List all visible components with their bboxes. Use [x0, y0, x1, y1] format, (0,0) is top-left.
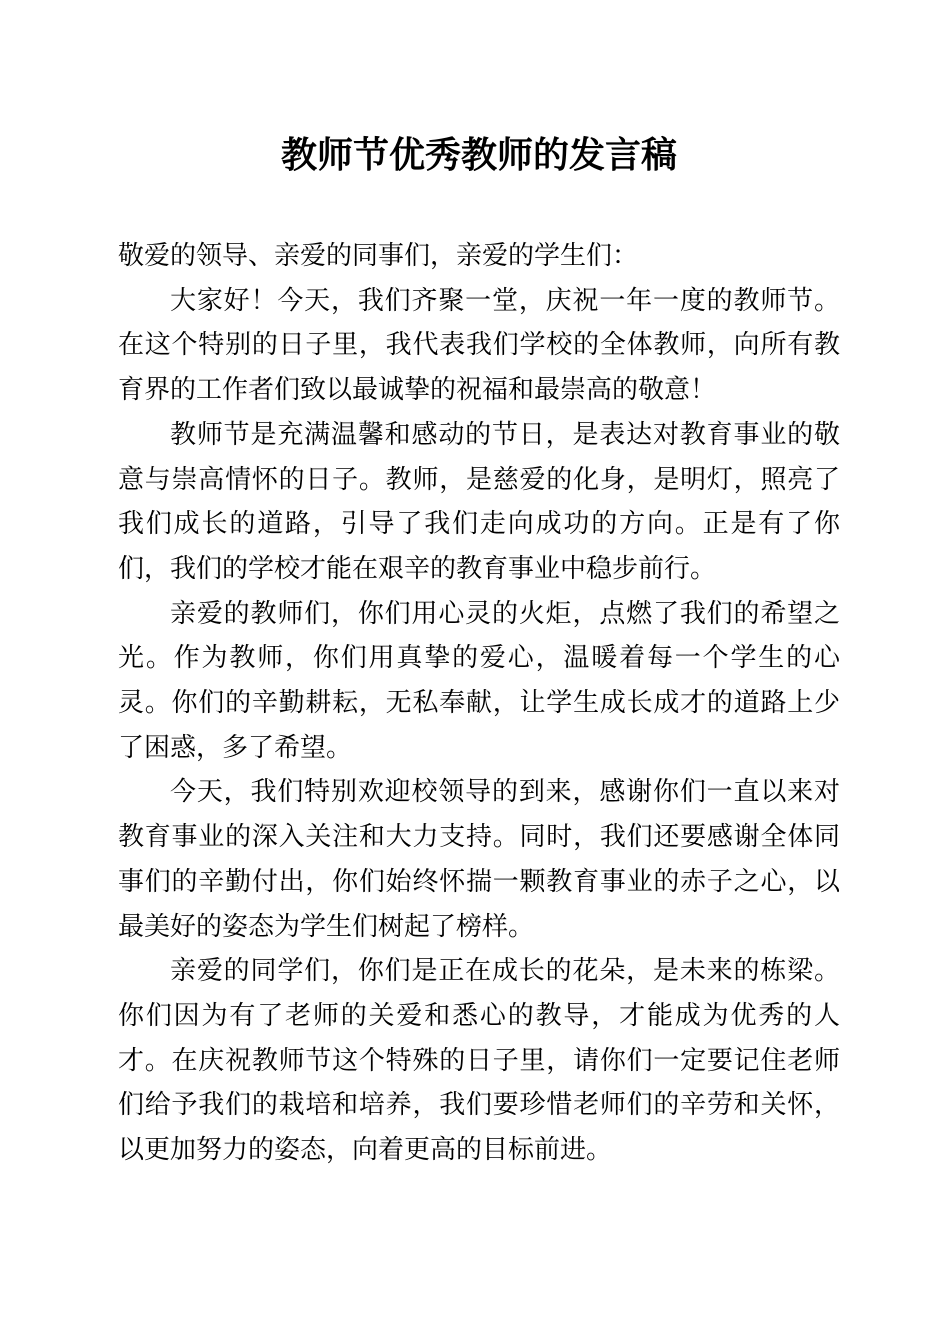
paragraph: 亲爱的教师们，你们用心灵的火炬，点燃了我们的希望之光。作为教师，你们用真挚的爱心，温暖着每一个学生的心灵。你们的辛勤耕耘，无私奉献，让学生成长成才的道路上少了困惑，多了希望。 [118, 598, 840, 762]
paragraph: 教师节是充满温馨和感动的节日，是表达对教育事业的敬意与崇高情怀的日子。教师，是慈爱的化身，是明灯，照亮了我们成长的道路，引导了我们走向成功的方向。正是有了你们，我们的学校才能在艰辛的教育事业中稳步前行。 [118, 419, 840, 583]
document-title: 教师节优秀教师的发言稿 [280, 135, 677, 175]
document-content [118, 0, 840, 1173]
paragraph: 大家好！今天，我们齐聚一堂，庆祝一年一度的教师节。在这个特别的日子里，我代表我们学校的全体教师，向所有教育界的工作者们致以最诚挚的祝福和最崇高的敬意！ [118, 285, 840, 405]
document-body [118, 234, 840, 1173]
paragraph: 亲爱的同学们，你们是正在成长的花朵，是未来的栋梁。你们因为有了老师的关爱和悉心的教导，才能成为优秀的人才。在庆祝教师节这个特殊的日子里，请你们一定要记住老师们给予我们的栽培和培养，我们要珍惜老师们的辛劳和关怀，以更加努力的姿态，向着更高的目标前进。 [118, 956, 840, 1165]
salutation-line: 敬爱的领导、亲爱的同事们，亲爱的学生们： [118, 241, 639, 270]
paragraph: 今天，我们特别欢迎校领导的到来，感谢你们一直以来对教育事业的深入关注和大力支持。同时，我们还要感谢全体同事们的辛勤付出，你们始终怀揣一颗教育事业的赤子之心，以最美好的姿态为学生们树起了榜样。 [118, 777, 840, 941]
